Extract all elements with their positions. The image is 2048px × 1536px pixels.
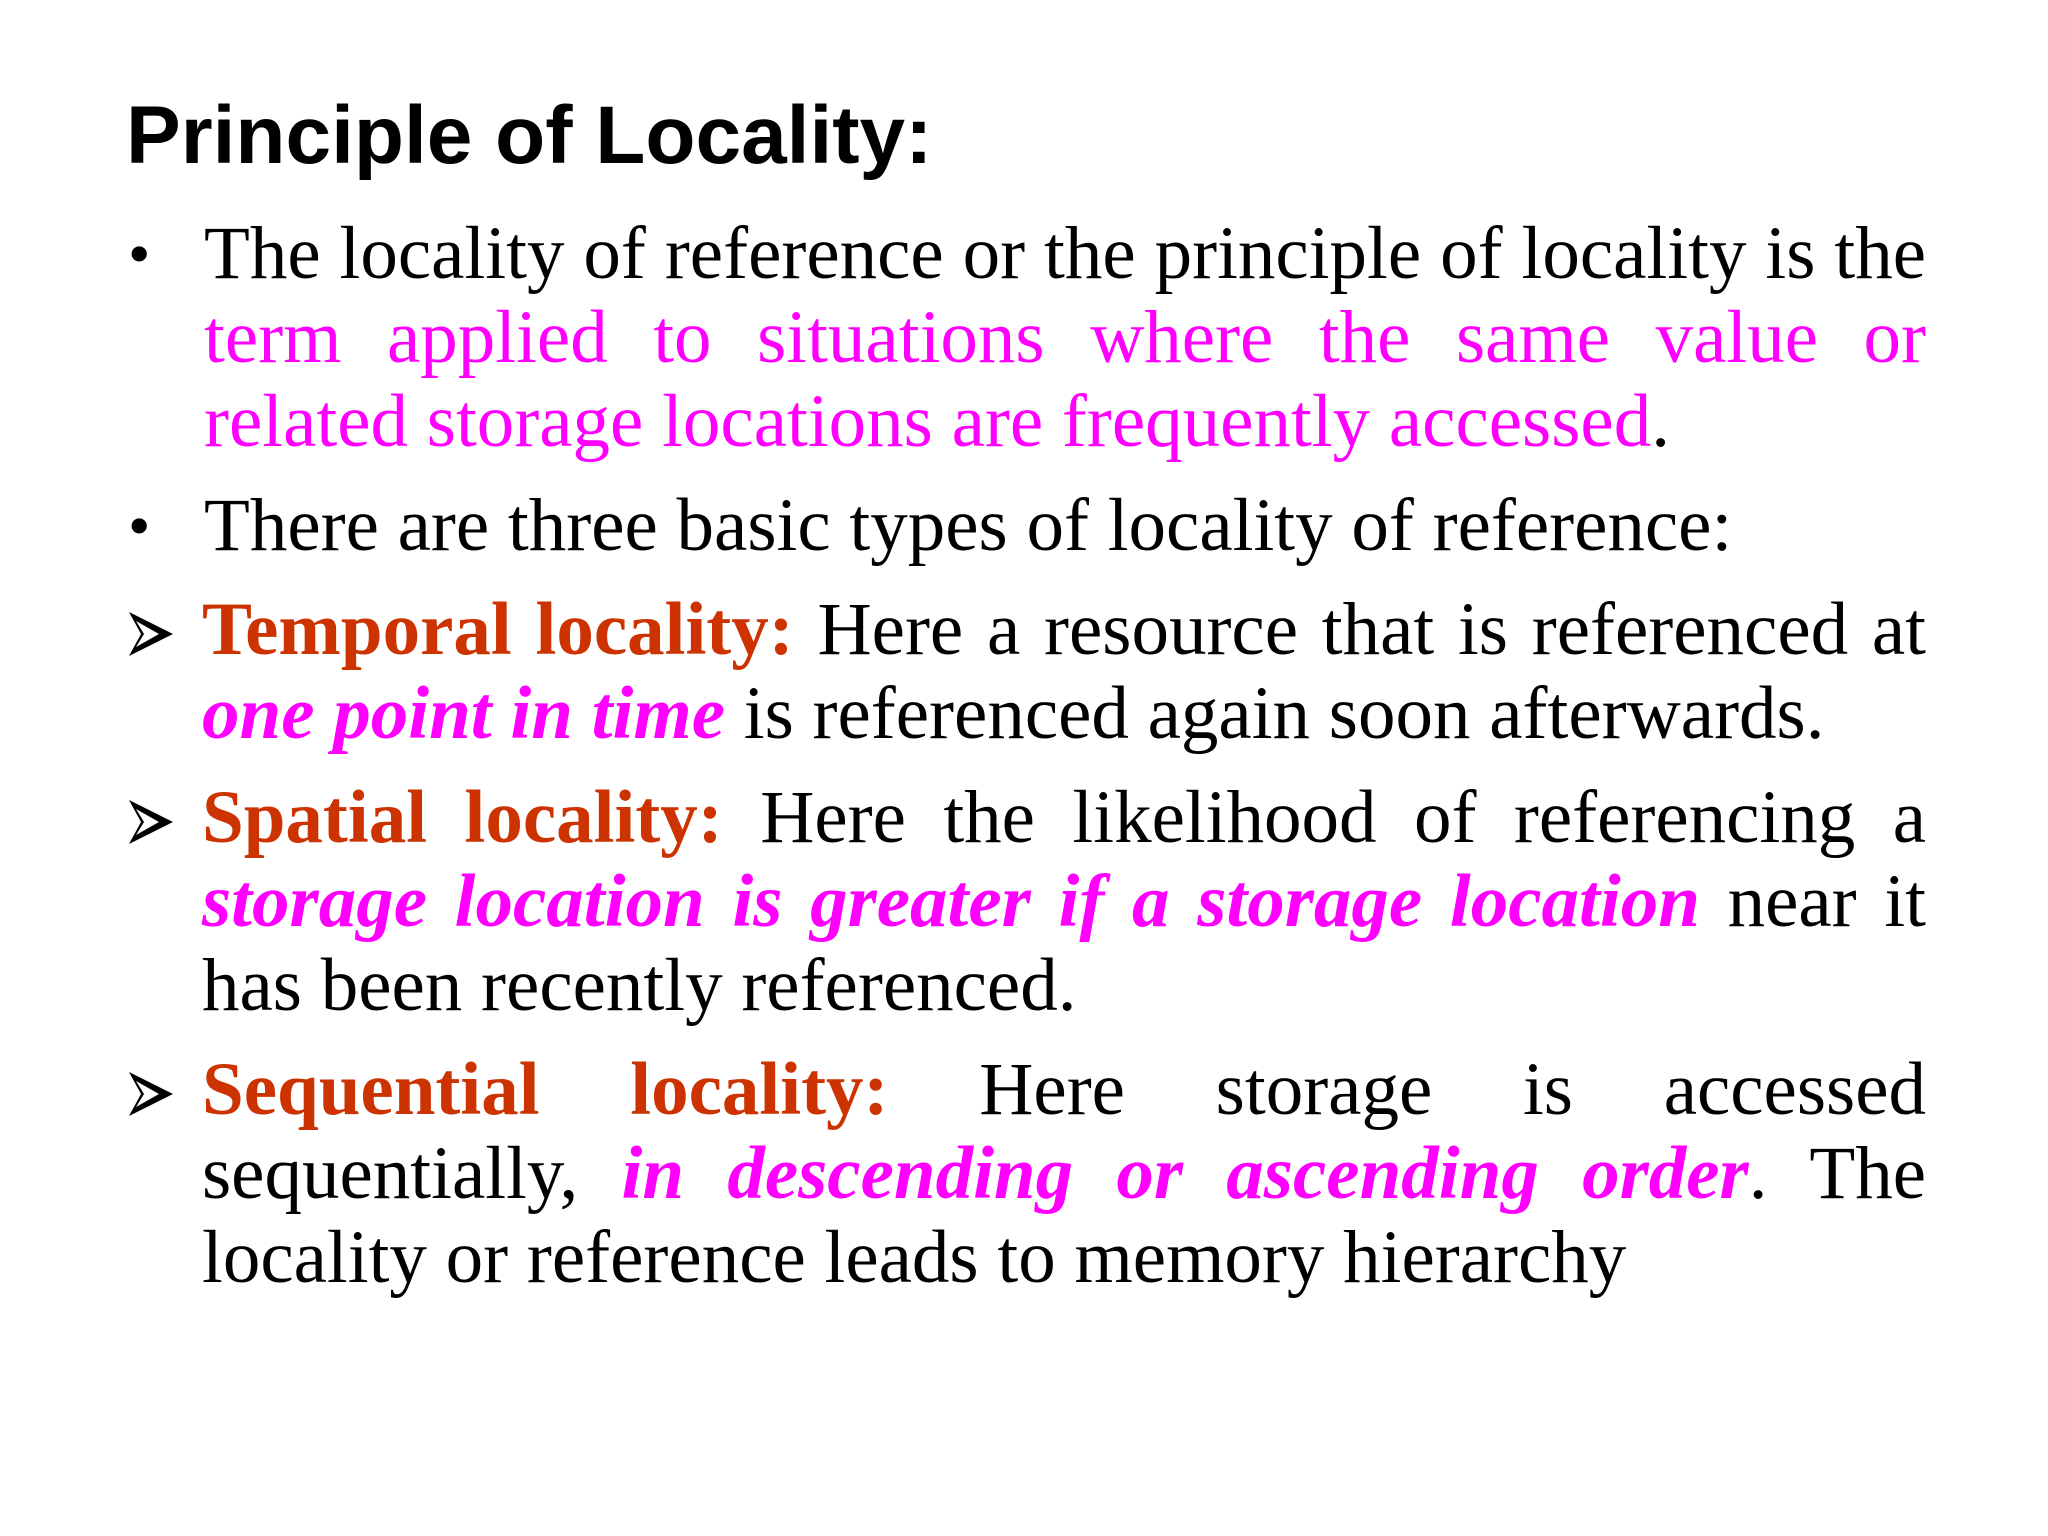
highlight-text: one point in time xyxy=(202,672,725,755)
locality-item-sequential xyxy=(126,1048,1926,1300)
slide-title: Principle of Locality: xyxy=(126,90,933,181)
plain-text: Here the likelihood of referencing a xyxy=(722,776,1926,859)
arrow-bullet-icon xyxy=(126,776,202,865)
locality-item-spatial xyxy=(126,776,1926,1028)
plain-text: There are three basic types of locality of reference: xyxy=(204,484,1733,567)
arrow-bullet-icon xyxy=(126,588,202,677)
arrow-bullet-glyph xyxy=(126,609,176,659)
arrow-bullet-glyph xyxy=(126,797,176,847)
arrow-bullet-glyph xyxy=(126,1069,176,1119)
bullet-text-definition xyxy=(204,212,1926,464)
locality-item-temporal xyxy=(126,588,1926,756)
locality-heading: Sequential locality: xyxy=(202,1048,889,1131)
highlight-text: storage location is greater if a storage location xyxy=(202,860,1700,943)
locality-heading: Spatial locality: xyxy=(202,776,723,859)
bullet-dot-icon: • xyxy=(128,218,151,289)
plain-text: . The locality or reference leads to memory hierarchy xyxy=(202,1132,1926,1299)
locality-text-temporal xyxy=(202,588,1926,756)
locality-text-sequential xyxy=(202,1048,1926,1300)
slide-content xyxy=(126,212,1926,1320)
highlight-text: term applied to situations where the same value or related storage locations are frequently accessed xyxy=(204,296,1926,463)
plain-text: near it has been recently referenced. xyxy=(202,860,1926,1027)
locality-heading: Temporal locality: xyxy=(202,588,794,671)
locality-text-spatial xyxy=(202,776,1926,1028)
bullet-text-types-intro xyxy=(204,484,1926,568)
bullet-item-types-intro xyxy=(126,484,1926,568)
arrow-bullet-icon xyxy=(126,1048,202,1137)
bullet-dot-icon: • xyxy=(128,490,151,561)
plain-text: Here a resource that is referenced at xyxy=(793,588,1926,671)
plain-text: . xyxy=(1651,380,1670,463)
highlight-text: in descending or ascending order xyxy=(621,1132,1749,1215)
plain-text: is referenced again soon afterwards. xyxy=(725,672,1825,755)
bullet-item-definition xyxy=(126,212,1926,464)
plain-text: Here storage is accessed sequentially, xyxy=(202,1048,1927,1215)
plain-text: The locality of reference or the principle of locality is the xyxy=(204,212,1926,295)
